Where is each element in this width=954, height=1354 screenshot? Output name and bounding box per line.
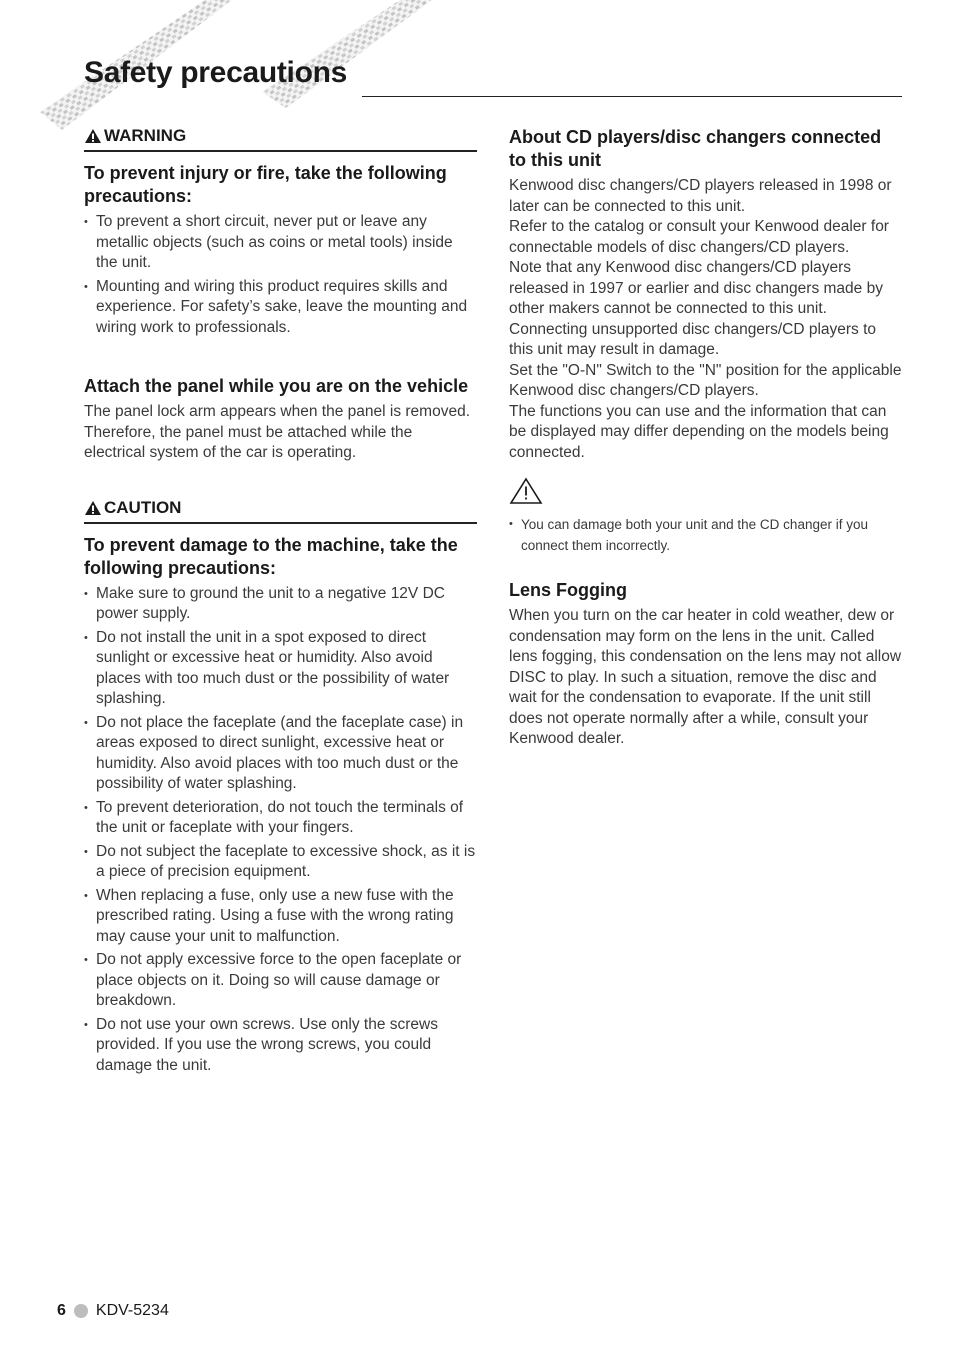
caution-list	[84, 584, 477, 1077]
cd-line: Set the "O-N" Switch to the "N" position for the applicable Kenwood disc changers/CD players.	[509, 361, 902, 399]
panel-heading: Attach the panel while you are on the vehicle	[84, 376, 469, 396]
warning-list	[84, 212, 477, 338]
panel-text: The panel lock arm appears when the panel is removed. Therefore, the panel must be attached while the electrical system of the car is operating.	[84, 403, 470, 461]
warning-label	[84, 126, 477, 152]
lens-heading: Lens Fogging	[509, 580, 627, 600]
list-item: • Do not apply excessive force to the open faceplate or place objects on it. Doing so will cause damage or breakdown.	[84, 950, 477, 1012]
model-name: KDV-5234	[95, 1302, 169, 1319]
list-item: • Do not subject the faceplate to excessive shock, as it is a piece of precision equipment.	[84, 842, 477, 883]
lens-text: When you turn on the car heater in cold weather, dew or condensation may form on the lens in the unit. Called lens fogging, this condensation on the lens may not allow DISC to play. In such a situation, remove the disc and wait for the condensation to evaporate. If the unit still does not operate normally after a while, consult your Kenwood dealer.	[509, 607, 902, 747]
caution-label	[84, 498, 477, 524]
list-item: • When replacing a fuse, only use a new fuse with the prescribed rating. Using a fuse with the wrong rating may cause your unit to malfunction.	[84, 886, 477, 948]
page-title: Safety precautions	[84, 56, 348, 89]
cd-line: Refer to the catalog or consult your Kenwood dealer for connectable models of disc changers/CD players.	[509, 218, 889, 256]
list-item: • Do not use your own screws. Use only the screws provided. If you use the wrong screws, you could damage the unit.	[84, 1015, 477, 1077]
note-list	[509, 514, 902, 556]
page-footer	[57, 1302, 169, 1320]
cd-line: The functions you can use and the information that can be displayed may differ depending on the models being connected.	[509, 402, 889, 461]
cd-line: Connecting unsupported disc changers/CD players to this unit may result in damage.	[509, 320, 877, 358]
footer-dot-icon	[74, 1304, 88, 1318]
caution-triangle-icon	[84, 500, 102, 516]
list-item: • Mounting and wiring this product requires skills and experience. For safety’s sake, leave the mounting and wiring work to professionals.	[84, 277, 477, 339]
warning-heading: To prevent injury or fire, take the following precautions:	[84, 163, 447, 206]
list-item: • Make sure to ground the unit to a negative 12V DC power supply.	[84, 584, 477, 625]
left-column	[84, 126, 477, 1079]
caution-heading: To prevent damage to the machine, take the following precautions:	[84, 534, 458, 578]
warning-triangle-icon	[84, 128, 102, 144]
cd-heading: About CD players/disc changers connected to this unit	[509, 127, 882, 170]
list-item: • To prevent a short circuit, never put or leave any metallic objects (such as coins or metal tools) inside the unit.	[84, 212, 477, 274]
cd-line: Note that any Kenwood disc changers/CD players released in 1997 or earlier and disc changers made by other makers cannot be connected to this unit.	[509, 259, 883, 317]
caution-outline-icon	[509, 477, 543, 505]
right-column	[509, 126, 902, 750]
list-item: • Do not install the unit in a spot exposed to direct sunlight or excessive heat or humidity. Also avoid places with too much dust or the possibility of water splashing.	[84, 628, 477, 710]
list-item: • To prevent deterioration, do not touch the terminals of the unit or faceplate with your fingers.	[84, 798, 477, 839]
list-item: • Do not place the faceplate (and the faceplate case) in areas exposed to direct sunlight, excessive heat or humidity. Also avoid places with too much dust or the possibility of water splashing.	[84, 713, 477, 795]
cd-line: Kenwood disc changers/CD players released in 1998 or later can be connected to this unit.	[509, 177, 892, 215]
warning-label-text: WARNING	[104, 126, 187, 145]
list-item: • You can damage both your unit and the CD changer if you connect them incorrectly.	[509, 514, 902, 556]
caution-label-text: CAUTION	[104, 497, 182, 517]
page-number: 6	[57, 1302, 66, 1319]
title-rule	[362, 96, 902, 97]
